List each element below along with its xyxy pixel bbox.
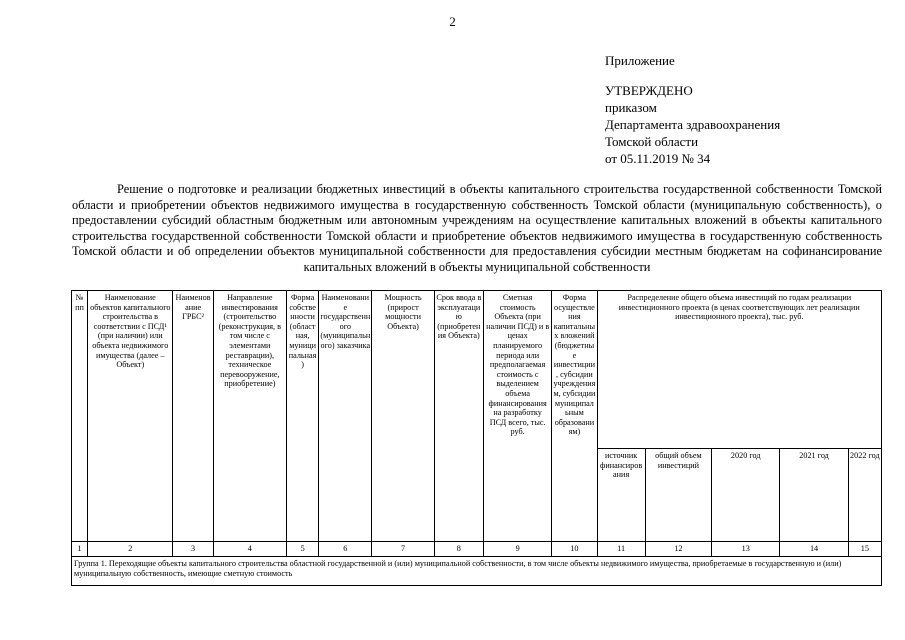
header-investment-form: Форма осуществления капитальных вложений (бюджетные инвестиции, субсидии учреждениям, субсидии муниципальным образованиям) [552,291,597,542]
header-year-2021: 2021 год [780,449,848,542]
header-direction: Направление инвестирования (строительство (реконструкция, в том числе с элементами реставрации), техническое перевооружение, приобретение) [213,291,286,542]
approval-block [605,52,780,167]
document-title: Решение о подготовке и реализации бюджетных инвестиций в объекты капитального строительства государственной собственности Томской области и приобретении объектов недвижимого имущества в государственную собственность Томской области (муниципальную собственность), о предоставлении субсидий областным бюджетным или автономным учреждениям на осуществление капитальных вложений в объекты капитального строительства государственной собственности Томской области и приобретение объектов недвижимого имущества в государственную собственность Томской области и об определении объектов муниципальной собственности для предоставления субсидии местным бюджетам на софинансирование капитальных вложений в объекты муниципальной собственности [72,182,882,274]
header-row-1 [72,291,882,449]
col-number: 4 [213,542,286,557]
header-year-2020: 2020 год [712,449,780,542]
header-estimated-cost: Сметная стоимость Объекта (при наличии ПСД) и в ценах планируемого периода или предполагаемая стоимость с выделением объема финансирования на разработку ПСД всего, тыс. руб. [483,291,551,542]
header-number: № пп [72,291,88,542]
col-number: 14 [780,542,848,557]
col-number: 11 [597,542,645,557]
header-grbs: Наименование ГРБС² [173,291,213,542]
col-number: 10 [552,542,597,557]
col-number: 2 [88,542,173,557]
header-commissioning: Срок ввода в эксплуатацию (приобретения Объекта) [434,291,483,542]
col-number: 15 [848,542,881,557]
page-number: 2 [449,14,456,29]
approved-label: УТВЕРЖДЕНО [605,83,693,98]
approval-line-2: Департамента здравоохранения [605,117,781,132]
approval-line-3: Томской области [605,134,699,149]
appendix-label: Приложение [605,53,675,68]
approval-date: от 05.11.2019 № 34 [605,151,711,166]
col-number: 12 [645,542,711,557]
col-number: 9 [483,542,551,557]
group-1-label: Группа 1. Переходящие объекты капитального строительства областной государственной и (или) муниципальной собственности, в том числе объекты недвижимого имущества, приобретаемые в государственную и (или) муниципальную собственность, имеющие сметную стоимость [72,557,882,586]
col-number: 13 [712,542,780,557]
group-row [72,557,882,586]
column-number-row [72,542,882,557]
header-ownership: Форма собственности (областная, муниципальная) [287,291,319,542]
header-object-name: Наименование объектов капитального строительства в соответствии с ПСД¹ (при наличии) или объекта недвижимого имущества (далее – Объект) [88,291,173,542]
col-number: 3 [173,542,213,557]
header-distribution: Распределение общего объема инвестиций по годам реализации инвестиционного проекта (в ценах соответствующих лет реализации инвестиционного проекта), тыс. руб. [597,291,881,449]
header-year-2022: 2022 год [848,449,881,542]
col-number: 7 [372,542,434,557]
col-number: 8 [434,542,483,557]
investment-table [71,290,882,586]
approval-line-1: приказом [605,100,657,115]
col-number: 6 [319,542,372,557]
col-number: 1 [72,542,88,557]
header-capacity: Мощность (прирост мощности Объекта) [372,291,434,542]
header-total-investment: общий объем инвестиций [645,449,711,542]
col-number: 5 [287,542,319,557]
header-funding-source: источник финансирования [597,449,645,542]
header-customer: Наименование государственного (муниципального) заказчика [319,291,372,542]
